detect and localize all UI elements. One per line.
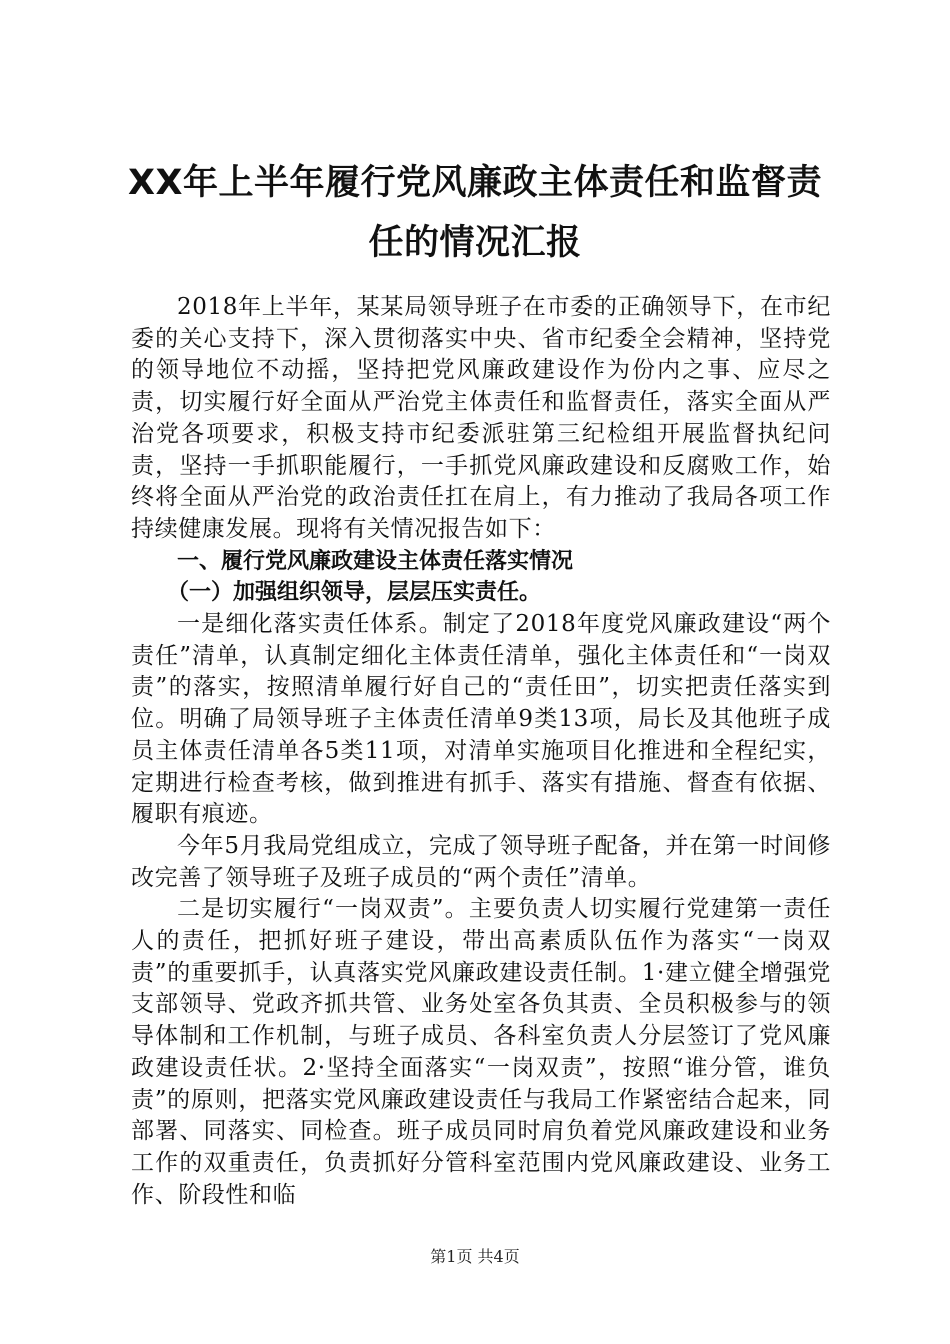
body-paragraph-1: 一是细化落实责任体系。制定了2018年度党风廉政建设“两个责任”清单，认真制定细化主体责任清单，强化主体责任和“一岗双责”的落实，按照清单履行好自己的“责任田”，切实把责任落实到位。明确了局领导班子主体责任清单9类13项，局长及其他班子成员主体责任清单各5类11项，对清单实施项目化推进和全程纪实，定期进行检查考核，做到推进有抓手、落实有措施、督查有依据、履职有痕迹。: [131, 611, 831, 828]
document-title-line-1: XX年上半年履行党风廉政主体责任和监督责: [128, 163, 822, 203]
body-paragraph-2: 今年5月我局党组成立，完成了领导班子配备，并在第一时间修改完善了领导班子及班子成员的“两个责任”清单。: [131, 832, 831, 891]
page-number-footer: 第1页 共4页: [430, 1247, 520, 1266]
intro-paragraph: 2018年上半年，某某局领导班子在市委的正确领导下，在市纪委的关心支持下，深入贯彻落实中央、省市纪委全会精神，坚持党的领导地位不动摇，坚持把党风廉政建设作为份内之事、应尽之责，切实履行好全面从严治党主体责任和监督责任，落实全面从严治党各项要求，积极支持市纪委派驻第三纪检组开展监督执纪问责，坚持一手抓职能履行，一手抓党风廉政建设和反腐败工作，始终将全面从严治党的政治责任扛在肩上，有力推动了我局各项工作持续健康发展。现将有关情况报告如下：: [131, 294, 831, 542]
document-body: [131, 292, 831, 1211]
subsection-heading-1: （一）加强组织领导，层层压实责任。: [167, 580, 542, 606]
section-heading-1: 一、履行党风廉政建设主体责任落实情况: [177, 548, 574, 574]
document-title-line-2: 任的情况汇报: [368, 223, 582, 263]
body-paragraph-3: 二是切实履行“一岗双责”。主要负责人切实履行党建第一责任人的责任，把抓好班子建设，带出高素质队伍作为落实“一岗双责”的重要抓手，认真落实党风廉政建设责任制。1·建立健全增强党支部领导、党政齐抓共管、业务处室各负其责、全员积极参与的领导体制和工作机制，与班子成员、各科室负责人分层签订了党风廉政建设责任状。2·坚持全面落实“一岗双责”，按照“谁分管，谁负责”的原则，把落实党风廉政建设责任与我局工作紧密结合起来，同部署、同落实、同检查。班子成员同时肩负着党风廉政建设和业务工作的双重责任，负责抓好分管科室范围内党风廉政建设、业务工作、阶段性和临: [131, 896, 831, 1208]
